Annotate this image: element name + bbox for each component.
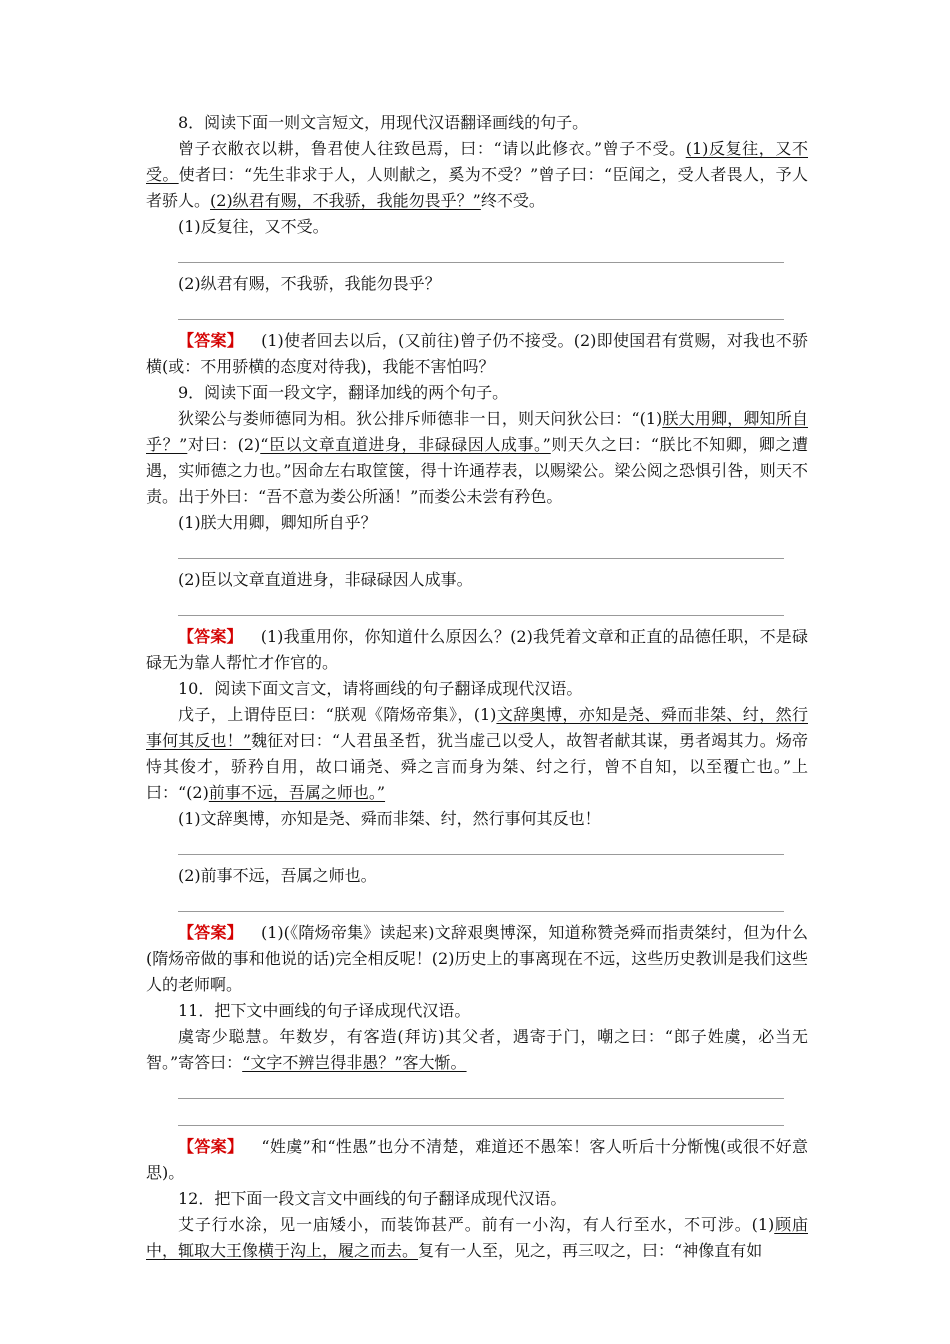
question-8-sub-2: (2)纵君有赐，不我骄，我能勿畏乎？ <box>178 274 441 293</box>
question-11-title: 11．把下文中画线的句子译成现代汉语。 <box>178 1001 471 1020</box>
document-page <box>146 110 808 1264</box>
question-10-sub-2: (2)前事不远，吾属之师也。 <box>178 866 377 885</box>
underlined-sentence-1: 文辞奥博，亦知是尧、舜而非桀、纣，然行事何其反也！” <box>146 705 808 750</box>
question-8-title: 8．阅读下面一则文言短文，用现代汉语翻译画线的句子。 <box>178 113 589 132</box>
underlined-sentence-2: (2)纵君有赐，不我骄，我能勿畏乎？” <box>210 191 481 210</box>
answer-line[interactable] <box>178 593 784 616</box>
question-8-answer <box>146 328 808 380</box>
question-10-title: 10．阅读下面文言文，请将画线的句子翻译成现代汉语。 <box>178 679 583 698</box>
passage-text: 对曰：(2) <box>187 435 261 454</box>
underlined-sentence-2: 前事不远，吾属之师也。” <box>208 783 386 802</box>
question-8-passage <box>146 136 808 214</box>
question-8-sub-1: (1)反复往，又不受。 <box>178 217 329 236</box>
answer-line[interactable] <box>178 240 784 263</box>
answer-tag: 【答案】 <box>178 627 243 646</box>
question-12-title: 12．把下面一段文言文中画线的句子翻译成现代汉语。 <box>178 1189 567 1208</box>
underlined-sentence-2: “臣以文章直道进身，非碌碌因人成事。” <box>260 435 551 454</box>
question-11-answer <box>146 1134 808 1186</box>
passage-text: 则天久之曰：“朕比不知卿，卿之遭遇，实师德之力也。”因命左右取筐箧，得十许通荐表，以赐梁公。梁公阅之恐惧引咎，则天不责。出于外曰：“吾不意为娄公所涵！”而娄公未尝有矜色。 <box>146 435 808 506</box>
answer-tag: 【答案】 <box>178 1137 244 1156</box>
passage-text: 戊子，上谓侍臣曰：“朕观《隋炀帝集》，(1) <box>178 705 497 724</box>
question-11-passage <box>146 1024 808 1076</box>
answer-line[interactable] <box>178 297 784 320</box>
question-9-sub-1: (1)朕大用卿，卿知所自乎？ <box>178 513 377 532</box>
question-9-answer <box>146 624 808 676</box>
answer-line[interactable] <box>178 832 784 855</box>
answer-tag: 【答案】 <box>178 331 244 350</box>
underlined-sentence-1: 朕大用卿，卿知所自乎？” <box>146 409 808 454</box>
passage-text: 魏征对曰：“人君虽圣哲，犹当虚己以受人，故智者献其谋，勇者竭其力。炀帝恃其俊才，骄矜自用，故口诵尧、舜之言而身为桀、纣之行，曾不自知，以至覆亡也。”上曰：“(2) <box>146 731 808 802</box>
question-10-sub-1: (1)文辞奥博，亦知是尧、舜而非桀、纣，然行事何其反也！ <box>178 809 601 828</box>
answer-tag: 【答案】 <box>178 923 243 942</box>
underlined-sentence-1: 顾庙中，辄取大王像横于沟上，履之而去。 <box>146 1215 808 1260</box>
answer-line[interactable] <box>178 1076 784 1099</box>
answer-line[interactable] <box>178 536 784 559</box>
answer-text: “姓虞”和“性愚”也分不清楚，难道还不愚笨！客人听后十分惭愧(或很不好意思)。 <box>146 1137 808 1182</box>
passage-text: 曾子衣敝衣以耕，鲁君使人往致邑焉，曰：“请以此修衣。”曾子不受。 <box>178 139 686 158</box>
passage-text: 狄梁公与娄师德同为相。狄公排斥师德非一日，则天问狄公曰：“(1) <box>178 409 663 428</box>
answer-line[interactable] <box>178 1103 784 1126</box>
passage-text: 虞寄少聪慧。年数岁，有客造(拜访)其父者，遇寄于门，嘲之曰：“郎子姓虞，必当无智。”寄答曰： <box>146 1027 808 1072</box>
question-9-passage <box>146 406 808 510</box>
question-12-passage <box>146 1212 808 1264</box>
answer-text: (1)使者回去以后，(又前往)曾子仍不接受。(2)即使国君有赏赐，对我也不骄横(或：不用骄横的态度对待我)，我能不害怕吗？ <box>146 331 808 376</box>
question-9-title: 9．阅读下面一段文字，翻译加线的两个句子。 <box>178 383 509 402</box>
question-10-answer <box>146 920 808 998</box>
underlined-sentence-1: “文字不辨岂得非愚？”客大惭。 <box>242 1053 467 1072</box>
passage-text: 终不受。 <box>480 191 545 210</box>
passage-text: 复有一人至，见之，再三叹之，曰：“神像直有如 <box>418 1241 763 1260</box>
answer-line[interactable] <box>178 889 784 912</box>
passage-text: 艾子行水涂，见一庙矮小，而装饰甚严。前有一小沟，有人行至水，不可涉。(1) <box>178 1215 775 1234</box>
answer-text: (1)我重用你，你知道什么原因么？(2)我凭着文章和正直的品德任职，不是碌碌无为靠人帮忙才作官的。 <box>146 627 808 672</box>
question-9-sub-2: (2)臣以文章直道进身，非碌碌因人成事。 <box>178 570 473 589</box>
passage-text: 使者曰：“先生非求于人，人则献之，奚为不受？”曾子曰：“臣闻之，受人者畏人，予人者骄人。 <box>146 165 808 210</box>
question-10-passage <box>146 702 808 806</box>
answer-text: (1)(《隋炀帝集》读起来)文辞艰奥博深，知道称赞尧舜而指责桀纣，但为什么(隋炀帝做的事和他说的话)完全相反呢！(2)历史上的事离现在不远，这些历史教训是我们这些人的老师啊。 <box>146 923 808 994</box>
underlined-sentence-1: (1)反复往，又不受。 <box>146 139 808 184</box>
